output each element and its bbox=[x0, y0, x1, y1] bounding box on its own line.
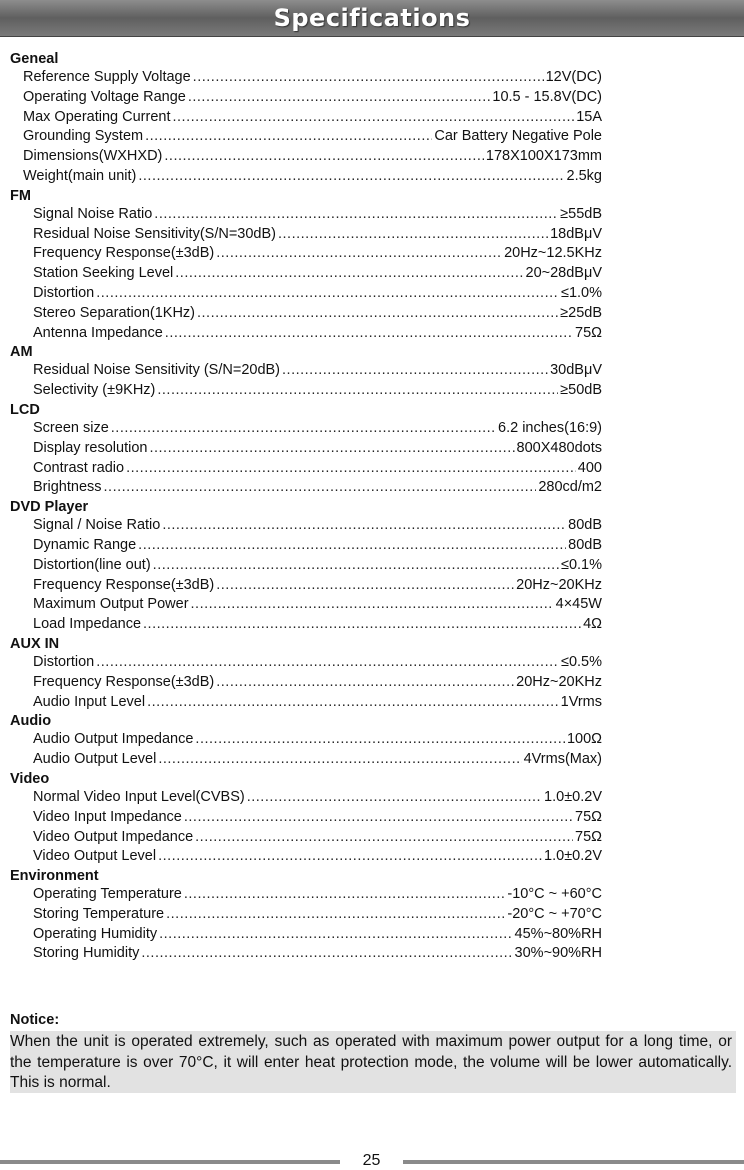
spec-label: Signal Noise Ratio bbox=[33, 205, 153, 222]
dot-leader bbox=[147, 693, 559, 713]
spec-value: 800X480dots bbox=[516, 439, 602, 456]
spec-value: ≤0.5% bbox=[560, 653, 602, 670]
spec-value: 75Ω bbox=[575, 828, 602, 845]
spec-row bbox=[10, 516, 602, 536]
dot-leader bbox=[158, 847, 542, 867]
spec-value: 75Ω bbox=[575, 808, 602, 825]
spec-row bbox=[10, 730, 602, 750]
dot-leader bbox=[165, 324, 573, 344]
dot-leader bbox=[188, 88, 491, 108]
spec-row bbox=[10, 944, 602, 964]
dot-leader bbox=[141, 944, 512, 964]
spec-label: Brightness bbox=[33, 479, 102, 496]
spec-value: 30%~90%RH bbox=[514, 945, 602, 962]
dot-leader bbox=[193, 68, 544, 88]
spec-label: Distortion bbox=[33, 653, 95, 670]
spec-row bbox=[10, 108, 602, 128]
spec-label: Antenna Impedance bbox=[33, 324, 163, 341]
spec-row bbox=[10, 147, 602, 167]
spec-row bbox=[10, 127, 602, 147]
spec-value: 1.0±0.2V bbox=[544, 848, 602, 865]
spec-row bbox=[10, 264, 602, 284]
spec-section bbox=[10, 187, 602, 344]
spec-value: 20~28dBμV bbox=[525, 265, 602, 282]
dot-leader bbox=[216, 244, 502, 264]
dot-leader bbox=[111, 419, 496, 439]
spec-label: Dimensions(WXHXD) bbox=[23, 148, 163, 165]
spec-row bbox=[10, 304, 602, 324]
spec-section bbox=[10, 867, 602, 964]
spec-row bbox=[10, 673, 602, 693]
spec-label: Frequency Response(±3dB) bbox=[33, 245, 215, 262]
spec-row bbox=[10, 244, 602, 264]
dot-leader bbox=[216, 576, 514, 596]
spec-label: Audio Output Level bbox=[33, 751, 157, 768]
spec-section bbox=[10, 50, 602, 187]
spec-value: 20Hz~20KHz bbox=[516, 576, 602, 593]
dot-leader bbox=[191, 595, 554, 615]
spec-label: Maximum Output Power bbox=[33, 596, 189, 613]
section-title: LCD bbox=[10, 401, 40, 418]
spec-value: ≤1.0% bbox=[560, 284, 602, 301]
spec-label: Operating Temperature bbox=[33, 886, 182, 903]
spec-row bbox=[10, 653, 602, 673]
spec-row bbox=[10, 68, 602, 88]
spec-row bbox=[10, 459, 602, 479]
spec-row bbox=[10, 324, 602, 344]
dot-leader bbox=[166, 905, 505, 925]
dot-leader bbox=[138, 167, 564, 187]
dot-leader bbox=[162, 516, 566, 536]
spec-row bbox=[10, 615, 602, 635]
spec-row bbox=[10, 381, 602, 401]
spec-value: 20Hz~20KHz bbox=[516, 673, 602, 690]
spec-section bbox=[10, 401, 602, 498]
spec-value: -20°C ~ +70°C bbox=[507, 905, 602, 922]
spec-row bbox=[10, 88, 602, 108]
spec-row bbox=[10, 536, 602, 556]
spec-row bbox=[10, 556, 602, 576]
spec-value: 15A bbox=[576, 108, 602, 125]
spec-row bbox=[10, 828, 602, 848]
spec-label: Audio Input Level bbox=[33, 693, 146, 710]
spec-value: 178X100X173mm bbox=[485, 148, 602, 165]
dot-leader bbox=[138, 536, 566, 556]
spec-row bbox=[10, 885, 602, 905]
spec-row bbox=[10, 167, 602, 187]
spec-label: Reference Supply Voltage bbox=[23, 69, 191, 85]
spec-label: Stereo Separation(1KHz) bbox=[33, 304, 195, 321]
spec-value: 75Ω bbox=[575, 324, 602, 341]
spec-label: Video Output Level bbox=[33, 848, 157, 865]
spec-row bbox=[10, 478, 602, 498]
notice-title: Notice: bbox=[10, 1012, 60, 1028]
dot-leader bbox=[143, 615, 581, 635]
spec-value: 1Vrms bbox=[560, 693, 602, 710]
spec-label: Storing Temperature bbox=[33, 905, 165, 922]
dot-leader bbox=[175, 264, 523, 284]
dot-leader bbox=[184, 885, 506, 905]
dot-leader bbox=[195, 730, 565, 750]
spec-section bbox=[10, 635, 602, 712]
spec-label: Station Seeking Level bbox=[33, 265, 174, 282]
spec-label: Dynamic Range bbox=[33, 536, 137, 553]
page-number: 25 bbox=[362, 1152, 381, 1169]
spec-label: Frequency Response(±3dB) bbox=[33, 673, 215, 690]
section-title: AM bbox=[10, 344, 33, 361]
spec-label: Operating Humidity bbox=[33, 925, 158, 942]
spec-value: 4Vrms(Max) bbox=[523, 751, 602, 768]
spec-row bbox=[10, 205, 602, 225]
section-title: Video bbox=[10, 770, 50, 787]
spec-row bbox=[10, 847, 602, 867]
spec-row bbox=[10, 419, 602, 439]
spec-value: 45%~80%RH bbox=[514, 925, 602, 942]
dot-leader bbox=[154, 205, 558, 225]
dot-leader bbox=[172, 108, 574, 128]
spec-value: 18dBμV bbox=[550, 225, 602, 242]
dot-leader bbox=[96, 284, 559, 304]
footer-divider-left bbox=[0, 1160, 340, 1164]
spec-row bbox=[10, 750, 602, 770]
dot-leader bbox=[96, 653, 559, 673]
spec-value: 280cd/m2 bbox=[538, 479, 602, 496]
dot-leader bbox=[157, 381, 558, 401]
spec-value: 400 bbox=[577, 459, 602, 476]
spec-label: Contrast radio bbox=[33, 459, 125, 476]
spec-row bbox=[10, 808, 602, 828]
dot-leader bbox=[158, 750, 521, 770]
spec-value: 10.5 - 15.8V(DC) bbox=[492, 88, 602, 105]
spec-value: ≥25dB bbox=[560, 304, 602, 321]
dot-leader bbox=[278, 225, 548, 245]
spec-label: Selectivity (±9KHz) bbox=[33, 382, 156, 399]
spec-value: 30dBμV bbox=[550, 362, 602, 379]
spec-section bbox=[10, 498, 602, 635]
spec-row bbox=[10, 595, 602, 615]
spec-value: 6.2 inches(16:9) bbox=[498, 419, 602, 436]
spec-label: Residual Noise Sensitivity(S/N=30dB) bbox=[33, 225, 276, 242]
dot-leader bbox=[145, 127, 432, 147]
spec-value: 1.0±0.2V bbox=[544, 788, 602, 805]
spec-row bbox=[10, 439, 602, 459]
spec-label: Weight(main unit) bbox=[23, 167, 137, 184]
spec-row bbox=[10, 905, 602, 925]
spec-label: Storing Humidity bbox=[33, 945, 140, 962]
dot-leader bbox=[247, 788, 542, 808]
spec-value: 12V(DC) bbox=[545, 69, 602, 85]
spec-label: Frequency Response(±3dB) bbox=[33, 576, 215, 593]
dot-leader bbox=[159, 925, 512, 945]
spec-row bbox=[10, 284, 602, 304]
dot-leader bbox=[216, 673, 514, 693]
spec-label: Screen size bbox=[33, 419, 109, 436]
spec-section bbox=[10, 343, 602, 401]
spec-label: Signal / Noise Ratio bbox=[33, 517, 161, 534]
notice-text: When the unit is operated extremely, such as operated with maximum power output for a long time, or the temperature is over 70°C, it will enter heat protection mode, the volume will be lower automatically. This is normal. bbox=[10, 1031, 736, 1093]
dot-leader bbox=[149, 439, 514, 459]
spec-value: 2.5kg bbox=[566, 167, 602, 184]
page-title: Specifications bbox=[273, 4, 471, 32]
dot-leader bbox=[195, 828, 573, 848]
spec-row bbox=[10, 788, 602, 808]
dot-leader bbox=[104, 478, 537, 498]
spec-value: 4Ω bbox=[583, 616, 602, 633]
dot-leader bbox=[126, 459, 576, 479]
dot-leader bbox=[164, 147, 484, 167]
spec-row bbox=[10, 693, 602, 713]
spec-section bbox=[10, 770, 602, 867]
spec-label: Max Operating Current bbox=[23, 108, 171, 125]
spec-value: 20Hz~12.5KHz bbox=[504, 245, 602, 262]
footer-divider-right bbox=[403, 1160, 744, 1164]
spec-label: Operating Voltage Range bbox=[23, 88, 186, 105]
spec-label: Audio Output Impedance bbox=[33, 731, 194, 748]
spec-value: 100Ω bbox=[566, 731, 602, 748]
spec-value: 4×45W bbox=[555, 596, 602, 613]
spec-value: 80dB bbox=[568, 536, 602, 553]
dot-leader bbox=[153, 556, 559, 576]
spec-label: Video Input Impedance bbox=[33, 808, 182, 825]
specifications-list bbox=[10, 50, 602, 964]
spec-label: Residual Noise Sensitivity (S/N=20dB) bbox=[33, 362, 281, 379]
section-title: FM bbox=[10, 187, 31, 204]
spec-value: ≥55dB bbox=[560, 205, 602, 222]
dot-leader bbox=[282, 361, 548, 381]
spec-value: 80dB bbox=[568, 517, 602, 534]
spec-label: Distortion(line out) bbox=[33, 556, 151, 573]
section-title: Audio bbox=[10, 713, 52, 730]
spec-value: Car Battery Negative Pole bbox=[434, 128, 602, 145]
spec-label: Distortion bbox=[33, 284, 95, 301]
spec-label: Normal Video Input Level(CVBS) bbox=[33, 788, 245, 805]
section-title: Environment bbox=[10, 868, 99, 885]
spec-row bbox=[10, 225, 602, 245]
spec-value: -10°C ~ +60°C bbox=[507, 886, 602, 903]
dot-leader bbox=[197, 304, 558, 324]
spec-row bbox=[10, 925, 602, 945]
spec-row bbox=[10, 361, 602, 381]
section-title: AUX IN bbox=[10, 635, 60, 652]
spec-row bbox=[10, 576, 602, 596]
spec-label: Display resolution bbox=[33, 439, 148, 456]
spec-section bbox=[10, 712, 602, 770]
section-title: DVD Player bbox=[10, 499, 89, 516]
spec-value: ≤0.1% bbox=[560, 556, 602, 573]
spec-label: Grounding System bbox=[23, 128, 144, 145]
header-bar bbox=[0, 0, 744, 37]
spec-value: ≥50dB bbox=[560, 382, 602, 399]
section-title: Geneal bbox=[10, 51, 59, 67]
spec-label: Load Impedance bbox=[33, 616, 142, 633]
dot-leader bbox=[184, 808, 573, 828]
spec-label: Video Output Impedance bbox=[33, 828, 194, 845]
page-footer bbox=[0, 1150, 744, 1170]
